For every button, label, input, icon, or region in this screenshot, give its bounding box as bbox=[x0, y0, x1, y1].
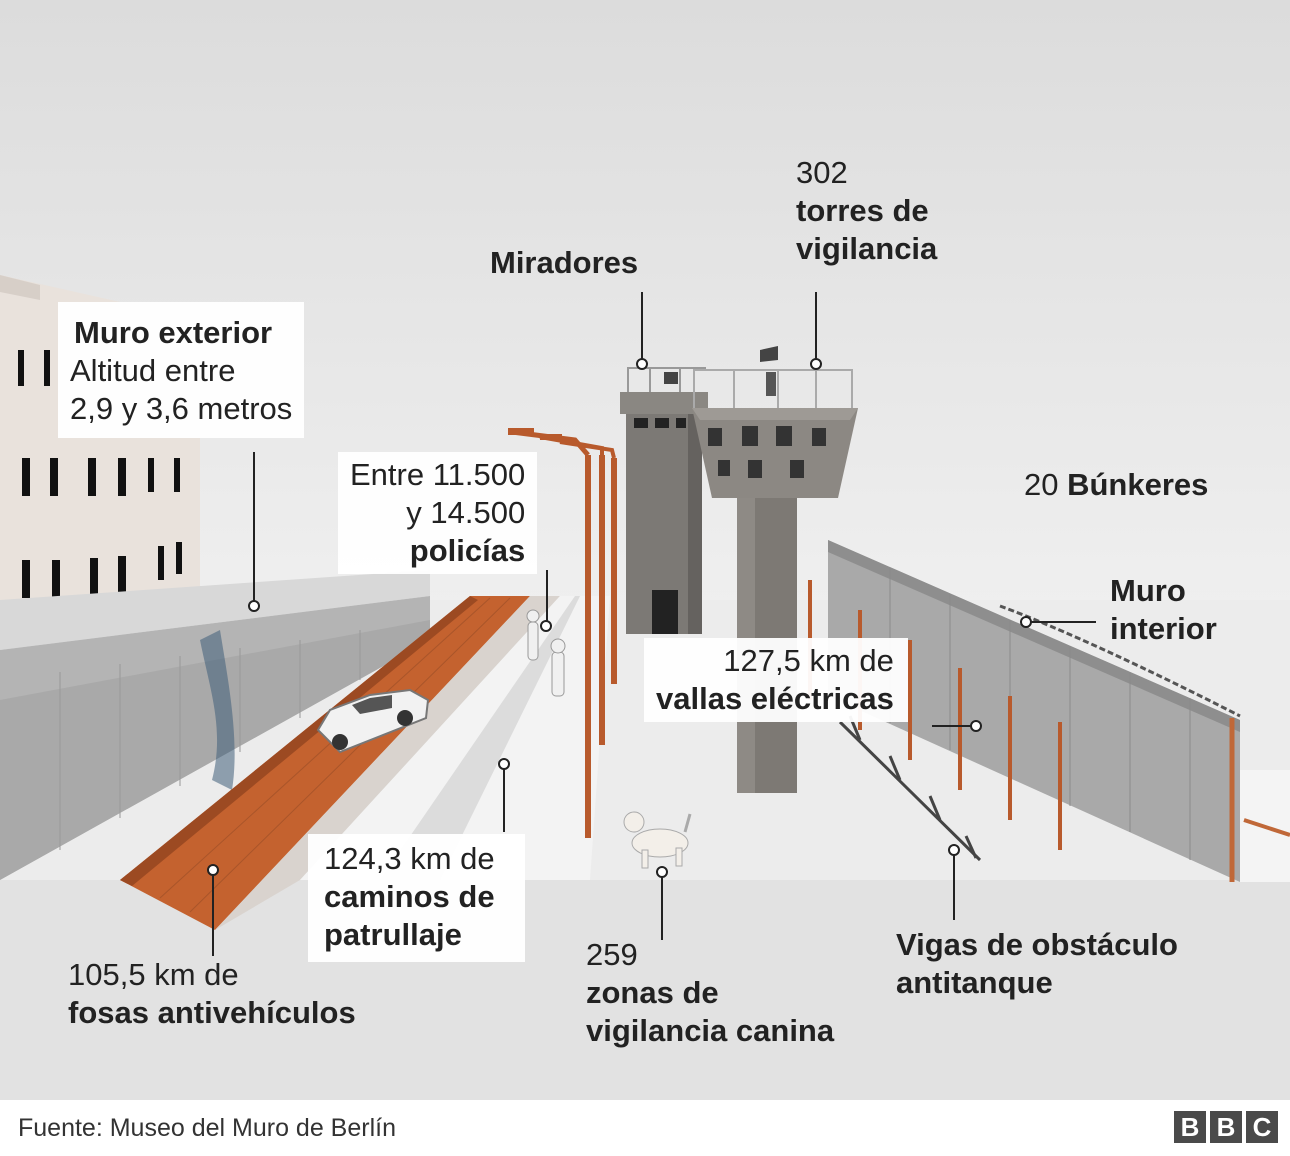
label-fosas bbox=[68, 956, 356, 1032]
bunkeres-bold: Búnkeres bbox=[1067, 467, 1209, 502]
policias-bold: policías bbox=[409, 533, 526, 568]
policias-line2: y 14.500 bbox=[406, 495, 526, 530]
label-vallas bbox=[644, 638, 908, 722]
caminos-bold1: caminos de bbox=[324, 879, 495, 914]
muro-exterior-line2: 2,9 y 3,6 metros bbox=[70, 391, 293, 426]
label-muro-exterior bbox=[58, 302, 304, 438]
footer bbox=[0, 1100, 1290, 1156]
label-caminos bbox=[308, 834, 525, 962]
policias-line1: Entre 11.500 bbox=[350, 457, 526, 492]
canina-number: 259 bbox=[586, 937, 638, 972]
source-credit: Fuente: Museo del Muro de Berlín bbox=[18, 1114, 396, 1142]
muro-exterior-line1: Altitud entre bbox=[70, 353, 236, 388]
canina-bold1: zonas de bbox=[586, 975, 719, 1010]
label-torres bbox=[796, 154, 937, 268]
label-canina bbox=[586, 936, 834, 1050]
caminos-bold2: patrullaje bbox=[324, 917, 462, 952]
bbc-logo bbox=[1174, 1111, 1278, 1143]
vallas-bold: vallas eléctricas bbox=[656, 681, 894, 716]
fosas-line1: 105,5 km de bbox=[68, 957, 239, 992]
torres-number: 302 bbox=[796, 155, 848, 190]
label-muro-interior bbox=[1110, 572, 1217, 648]
muro-interior-bold1: Muro bbox=[1110, 573, 1186, 608]
muro-interior-bold2: interior bbox=[1110, 611, 1217, 646]
miradores-bold: Miradores bbox=[490, 245, 639, 280]
fosas-bold: fosas antivehículos bbox=[68, 995, 356, 1030]
bbc-logo-letter-1: B bbox=[1174, 1111, 1206, 1143]
torres-bold1: torres de bbox=[796, 193, 929, 228]
muro-exterior-title: Muro exterior bbox=[74, 315, 273, 350]
bbc-logo-letter-2: B bbox=[1210, 1111, 1242, 1143]
label-policias bbox=[338, 452, 537, 574]
vigas-bold2: antitanque bbox=[896, 965, 1053, 1000]
label-miradores bbox=[490, 244, 638, 282]
vallas-line1: 127,5 km de bbox=[723, 643, 894, 678]
label-vigas bbox=[896, 926, 1178, 1002]
canina-bold2: vigilancia canina bbox=[586, 1013, 835, 1048]
vigas-bold1: Vigas de obstáculo bbox=[896, 927, 1178, 962]
label-bunkeres bbox=[1024, 466, 1208, 504]
bunkeres-number: 20 bbox=[1024, 467, 1059, 502]
torres-bold2: vigilancia bbox=[796, 231, 938, 266]
caminos-line1: 124,3 km de bbox=[324, 841, 495, 876]
bbc-logo-letter-3: C bbox=[1246, 1111, 1278, 1143]
